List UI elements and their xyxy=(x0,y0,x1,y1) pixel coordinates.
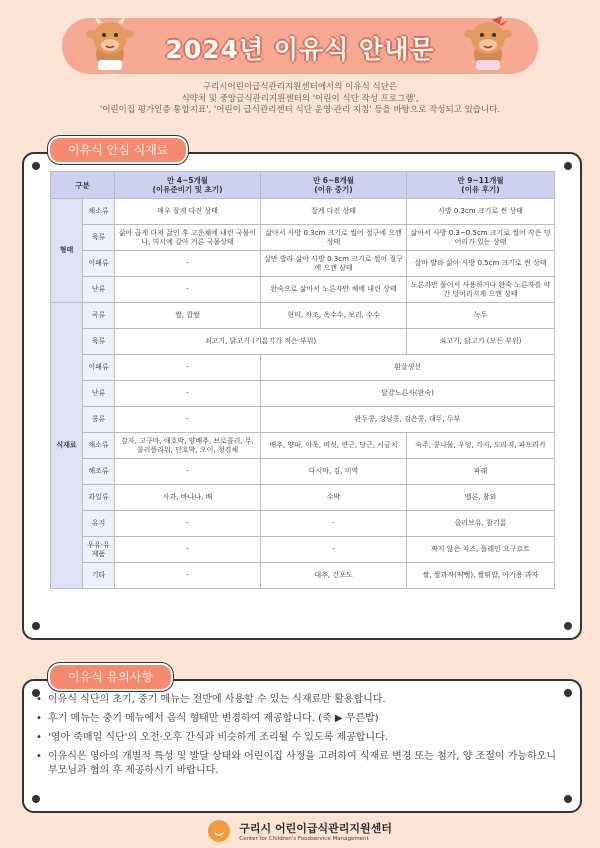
panel-dot xyxy=(32,162,40,170)
table-row xyxy=(51,329,555,355)
cell: 잘게 다진 상태 xyxy=(261,199,407,225)
ingredients-panel xyxy=(22,152,582,640)
cell: 숙주, 콩나물, 우엉, 가지, 도라지, 파프리카 xyxy=(407,433,555,459)
cell: 멜론, 참외 xyxy=(407,485,555,511)
cell: - xyxy=(115,355,261,381)
cell: 올리브유, 참기름 xyxy=(407,511,555,537)
row-label: 과일류 xyxy=(83,485,115,511)
table-row xyxy=(51,563,555,589)
footer xyxy=(0,820,600,842)
cell: 감자, 고구마, 애호박, 양배추, 브로콜리, 무, 콜리플라워, 단호박, 오이, 청경채 xyxy=(115,433,261,459)
cell: 사과, 바나나, 배 xyxy=(115,485,261,511)
cell: 삶아 곱게 다져 끓인 후 고운체에 내린 국물이나, 믹서에 갈아 거른 국물상태 xyxy=(115,225,261,251)
cell: 삶아서 사방 0.3~0.5cm 크기로 썰어 작은 덩어리가 있는 상태 xyxy=(407,225,555,251)
cell: 완두콩, 강낭콩, 검은콩, 대두, 두부 xyxy=(261,407,555,433)
cell: - xyxy=(115,459,261,485)
cow-mascot-girl-icon xyxy=(462,14,514,76)
row-label: 난류 xyxy=(83,381,115,407)
notes-panel xyxy=(22,679,582,813)
cell: 노른자만 풀어서 사용하거나 완숙 노른자를 약간 덩어리지게 으깬 상태 xyxy=(407,277,555,303)
row-label: 채소류 xyxy=(83,433,115,459)
cell: 삶아서 사방 0.3cm 크기로 썰어 절구에 으깬 상태 xyxy=(261,225,407,251)
intro-line: 식약처 및 중앙급식관리지원센터의 '어린이 식단 작성 프로그램', xyxy=(181,93,419,104)
table-row xyxy=(51,407,555,433)
note-item: • '영아 죽매일 식단'의 오전·오후 간식과 비슷하게 조리될 수 있도록 제공합니다. xyxy=(48,731,560,745)
cell: - xyxy=(115,277,261,303)
panel-dot xyxy=(32,795,40,803)
cell: 대추, 건포도 xyxy=(261,563,407,589)
cell: 현미, 차조, 옥수수, 보리, 수수 xyxy=(261,303,407,329)
group-label-form: 형태 xyxy=(51,199,83,303)
cell: 쌀, 쌀과자(떡뻥), 쌀튀밥, 아기용 과자 xyxy=(407,563,555,589)
cell: 파래 xyxy=(407,459,555,485)
section-tab-notes: 이유식 유의사항 xyxy=(48,663,173,691)
cell: 쌀, 찹쌀 xyxy=(115,303,261,329)
cell: - xyxy=(115,381,261,407)
cell: - xyxy=(115,511,261,537)
panel-dot xyxy=(32,622,40,630)
row-label: 곡류 xyxy=(83,303,115,329)
center-name: 구리시 어린이급식관리지원센터 xyxy=(239,822,392,835)
row-label: 어패류 xyxy=(83,355,115,381)
row-label: 유지 xyxy=(83,511,115,537)
cow-mascot-icon xyxy=(84,14,136,76)
row-label: 기타 xyxy=(83,563,115,589)
row-label: 육류 xyxy=(83,225,115,251)
panel-dot xyxy=(564,689,572,697)
cell: 완숙으로 삶아서 노른자만 체에 내린 상태 xyxy=(261,277,407,303)
center-logo-icon xyxy=(208,820,230,842)
row-label: 채소류 xyxy=(83,199,115,225)
table-row xyxy=(51,355,555,381)
cell: 살만 발라 삶아 사방 0.3cm 크기로 썰어 절구에 으깬 상태 xyxy=(261,251,407,277)
cell: 매우 잘게 다진 상태 xyxy=(115,199,261,225)
table-row xyxy=(51,225,555,251)
page-title: 2024년 이유식 안내문 xyxy=(165,35,435,64)
table-row xyxy=(51,459,555,485)
section-tab-ingredients: 이유식 안심 식재료 xyxy=(48,136,188,164)
row-label: 콩류 xyxy=(83,407,115,433)
cell: 흰살생선 xyxy=(261,355,555,381)
intro-text xyxy=(60,82,540,117)
center-subtitle: Center for Children's Foodservice Management xyxy=(239,836,369,842)
cell: - xyxy=(115,407,261,433)
table-row xyxy=(51,485,555,511)
row-label: 해조류 xyxy=(83,459,115,485)
table-row xyxy=(51,251,555,277)
cell: 사방 0.3cm 크기로 썬 상태 xyxy=(407,199,555,225)
table-row xyxy=(51,303,555,329)
table-row xyxy=(51,381,555,407)
cell: 배추, 양파, 아욱, 버섯, 연근, 당근, 시금치 xyxy=(261,433,407,459)
ingredients-table xyxy=(50,171,555,589)
table-row xyxy=(51,199,555,225)
header-category: 구분 xyxy=(51,172,115,199)
cell: 쇠고기, 닭고기 (기름기가 적은 부위) xyxy=(115,329,407,355)
cell: 달걀노른자(완숙) xyxy=(261,381,555,407)
cell: 살마 발라 삶아 사방 0.5cm 크기로 썬 상태 xyxy=(407,251,555,277)
table-row xyxy=(51,433,555,459)
note-item: • 후기 메뉴는 중기 메뉴에서 음식 형태만 변경하여 제공합니다. (죽 ▶ 무른밥) xyxy=(48,712,560,726)
row-label: 어패류 xyxy=(83,251,115,277)
cell: 다시마, 김, 미역 xyxy=(261,459,407,485)
table-row xyxy=(51,537,555,563)
header-9-11-months: 만 9~11개월 (이유 후기) xyxy=(407,172,555,199)
intro-line: 구리시어린이급식관리지원센터에서의 이유식 식단은 xyxy=(202,82,398,92)
cell: 쇠고기, 닭고기 (모든 부위) xyxy=(407,329,555,355)
cell: - xyxy=(115,537,261,563)
row-label: 난류 xyxy=(83,277,115,303)
group-label-ingredient: 식재료 xyxy=(51,303,83,589)
cell: 수박 xyxy=(261,485,407,511)
header-6-8-months: 만 6~8개월 (이유 중기) xyxy=(261,172,407,199)
row-label: 육류 xyxy=(83,329,115,355)
cell: - xyxy=(115,251,261,277)
cell: - xyxy=(261,537,407,563)
note-item: • 이유식 식단의 초기, 중기 메뉴는 전반에 사용할 수 있는 식재료만 활용합니다. xyxy=(48,693,560,707)
panel-dot xyxy=(564,622,572,630)
row-label: 우유·유제품 xyxy=(83,537,115,563)
cell: - xyxy=(115,563,261,589)
panel-dot xyxy=(564,795,572,803)
panel-dot xyxy=(564,162,572,170)
note-item: • 이유식은 영아의 개별적 특성 및 발달 상태와 어린이집 사정을 고려하여 식재료 변경 또는 첨가, 양 조절이 가능하오니 부모님과 협의 후 제공하시기 바랍니다. xyxy=(48,750,560,778)
table-row xyxy=(51,277,555,303)
notes-list xyxy=(24,693,580,778)
cell: 녹두 xyxy=(407,303,555,329)
cell: 짜지 않은 치즈, 플레인 요구르트 xyxy=(407,537,555,563)
cell: - xyxy=(261,511,407,537)
table-row xyxy=(51,511,555,537)
header-4-5-months: 만 4~5개월 (이유준비기 및 초기) xyxy=(115,172,261,199)
intro-line: '어린이집 평가인증 통합지표', '어린이 급식관리센터 식단 운영·관리 지침' 등을 바탕으로 작성되고 있습니다. xyxy=(99,105,501,115)
